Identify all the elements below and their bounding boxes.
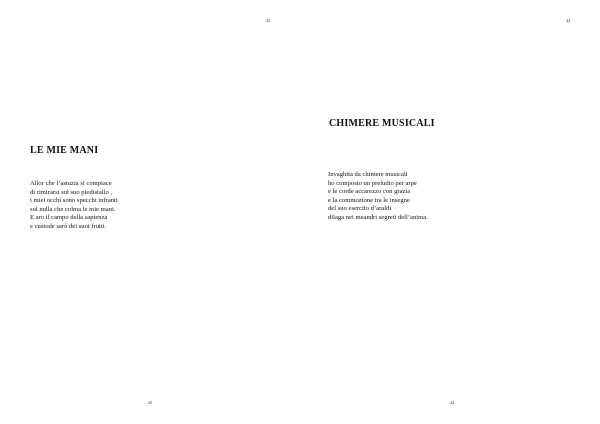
page-number-bottom: 43 bbox=[148, 400, 152, 405]
verse-line: E aro il campo della sapienza bbox=[30, 214, 108, 221]
verse-line: i miei occhi sono specchi infranti bbox=[30, 197, 118, 204]
verse-line: e custode sarò dei suoi frutti. bbox=[30, 222, 107, 230]
verse-line: dilaga nei meandri segreti dell’anima. bbox=[328, 213, 428, 221]
poem-stanza bbox=[30, 180, 118, 231]
poem-title: CHIMERE MUSICALI bbox=[329, 118, 435, 129]
verse-line: di rimirarsi sul suo piedistallo , bbox=[30, 188, 113, 196]
verse-line: e la commozione tra le insegne bbox=[328, 196, 410, 204]
poem-title: LE MIE MANI bbox=[30, 145, 99, 156]
verse-line: del suo esercito d’araldi bbox=[328, 205, 392, 212]
page-number-bottom: 44 bbox=[450, 400, 454, 405]
verse-line: e le corde accarezzo con grazia bbox=[328, 188, 411, 195]
verse-line: Invaghita da chimere musicali bbox=[328, 171, 408, 178]
poem-stanza bbox=[328, 171, 428, 222]
page-number-top: 44 bbox=[566, 18, 570, 23]
right-page bbox=[300, 0, 600, 424]
verse-line: ho composto un preludio per arpe bbox=[328, 179, 417, 187]
verse-line: Allor che l’astuzia si compiace bbox=[30, 180, 112, 187]
page-number-top: 43 bbox=[266, 18, 270, 23]
verse-line: sul nulla che colma le mie mani. bbox=[30, 205, 116, 213]
